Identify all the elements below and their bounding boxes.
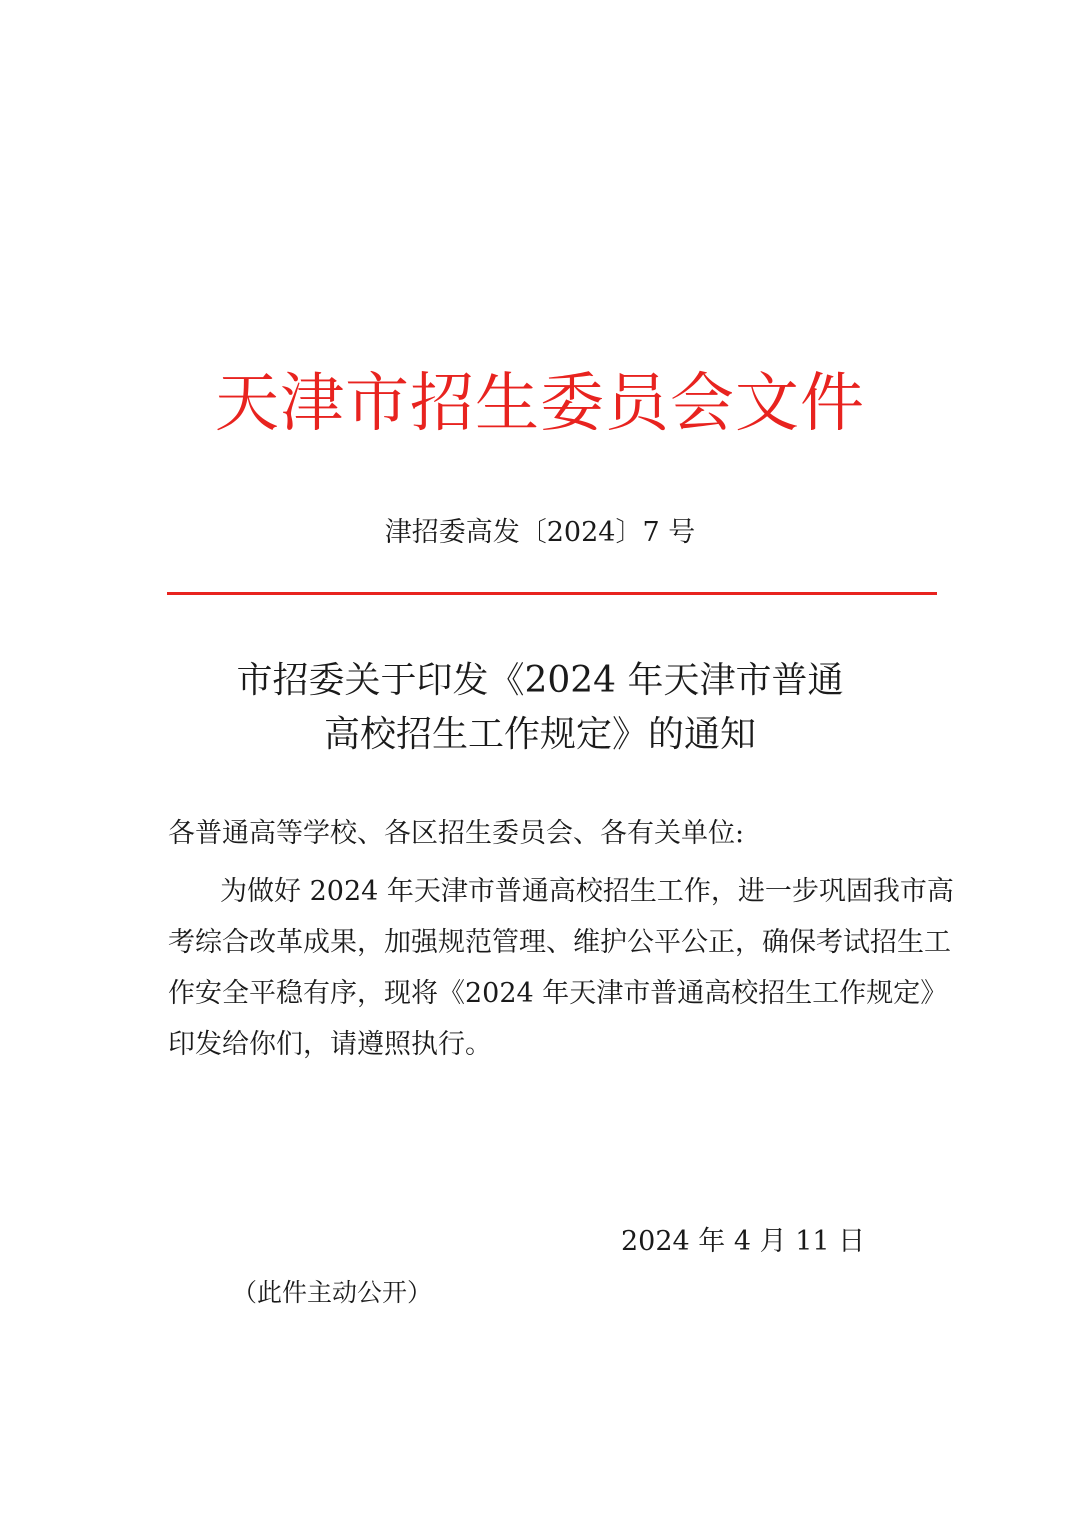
notice-title	[0, 654, 1080, 762]
disclosure-note: （此件主动公开）	[232, 1278, 433, 1307]
document-number: 津招委高发〔2024〕7 号	[384, 517, 696, 548]
notice-title-line-2: 高校招生工作规定》的通知	[323, 714, 756, 755]
salutation: 各普通高等学校、各区招生委员会、各有关单位:	[168, 818, 745, 849]
issue-date: 2024 年 4 月 11 日	[621, 1226, 866, 1257]
body-line: 考综合改革成果，加强规范管理、维护公平公正，确保考试招生工	[168, 927, 951, 958]
masthead-title: 天津市招生委员会文件	[215, 367, 865, 441]
body-line: 作安全平稳有序，现将《2024 年天津市普通高校招生工作规定》	[168, 978, 948, 1009]
red-divider-line	[167, 592, 937, 595]
body-line: 为做好 2024 年天津市普通高校招生工作，进一步巩固我市高	[220, 876, 954, 907]
body-line: 印发给你们，请遵照执行。	[168, 1029, 492, 1060]
notice-title-line-1: 市招委关于印发《2024 年天津市普通	[236, 660, 844, 701]
body-paragraph	[168, 866, 968, 1070]
